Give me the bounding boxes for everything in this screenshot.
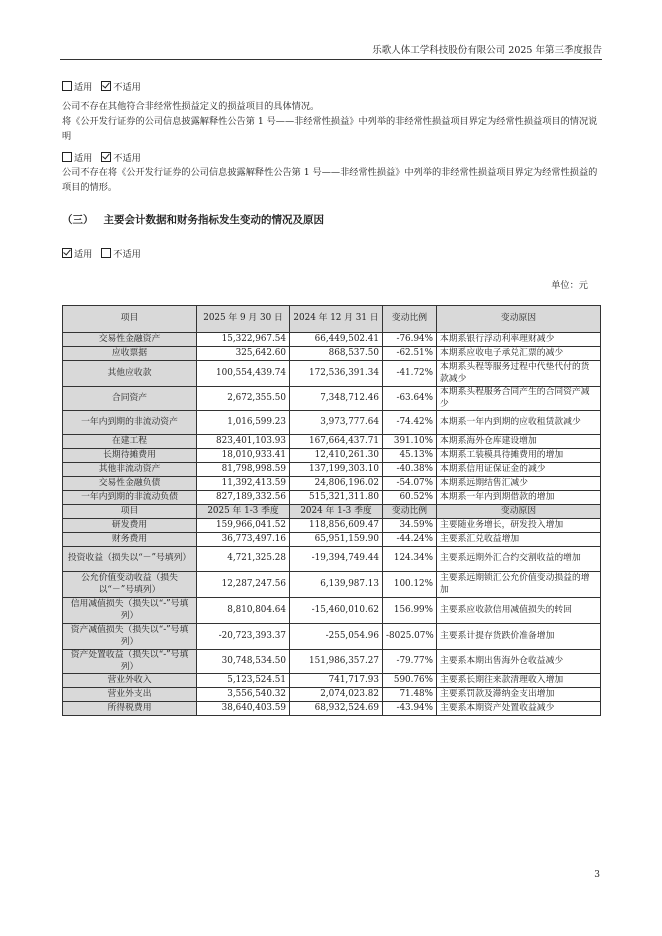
item-name-cell: 一年内到期的非流动资产	[63, 411, 197, 435]
statement-text: 公司不存在将《公开发行证券的公司信息披露解释性公告第 1 号——非经常性损益》中列举的非经常性损益项目界定为经常性损益的项目的情形。	[62, 167, 598, 193]
change-reason-cell: 本期系银行浮动利率理财减少	[437, 333, 601, 347]
change-reason-cell: 主要随业务增长，研发投入增加	[437, 519, 601, 533]
change-reason-cell: 主要系远期锁汇公允价值变动损益的增加	[437, 572, 601, 598]
change-reason-cell: 本期系头程服务合同产生的合同资产减少	[437, 387, 601, 411]
change-reason-cell: 本期系应收电子承兑汇票的减少	[437, 347, 601, 361]
prior-value-cell: 7,348,712.46	[290, 387, 383, 411]
page-number: 3	[594, 870, 600, 880]
option-label: 不适用	[113, 82, 141, 93]
change-ratio-cell: 156.99%	[383, 598, 437, 624]
change-ratio-cell: -79.77%	[383, 650, 437, 674]
item-name-cell: 在建工程	[63, 435, 197, 449]
current-value-cell: 2,672,355.50	[197, 387, 290, 411]
checkbox-checked-icon[interactable]	[101, 81, 111, 91]
change-reason-cell: 主要系远期外汇合约交割收益的增加	[437, 547, 601, 572]
change-ratio-cell: -54.07%	[383, 477, 437, 491]
current-value-cell: 823,401,103.93	[197, 435, 290, 449]
prior-value-cell: 137,199,303.10	[290, 463, 383, 477]
checkbox-group-2	[62, 150, 147, 164]
option-not-applicable[interactable]	[101, 249, 141, 260]
option-label: 适用	[74, 249, 93, 260]
change-ratio-cell: -74.42%	[383, 411, 437, 435]
prior-value-cell: 118,856,609.47	[290, 519, 383, 533]
current-value-cell: 159,966,041.52	[197, 519, 290, 533]
option-not-applicable[interactable]	[101, 153, 141, 164]
current-value-cell: 8,810,804.64	[197, 598, 290, 624]
change-ratio-cell: -8025.07%	[383, 624, 437, 650]
checkbox-unchecked-icon[interactable]	[62, 152, 72, 162]
prior-value-cell: 6,139,987.13	[290, 572, 383, 598]
column-header: 2025 年 9 月 30 日	[197, 306, 290, 333]
prior-value-cell: 65,951,159.90	[290, 533, 383, 547]
change-reason-cell: 主要系计提存货跌价准备增加	[437, 624, 601, 650]
column-header: 2025 年 1-3 季度	[197, 505, 290, 519]
option-label: 不适用	[113, 153, 141, 164]
checkbox-checked-icon[interactable]	[62, 248, 72, 258]
table-row	[63, 449, 601, 463]
current-value-cell: 3,556,540.32	[197, 688, 290, 702]
table-row	[63, 572, 601, 598]
table-row	[63, 674, 601, 688]
prior-value-cell: 868,537.50	[290, 347, 383, 361]
prior-value-cell: 66,449,502.41	[290, 333, 383, 347]
item-name-cell: 信用减值损失（损失以“-”号填列）	[63, 598, 197, 624]
change-reason-cell: 主要系本期出售海外仓收益减少	[437, 650, 601, 674]
option-label: 适用	[74, 82, 93, 93]
prior-value-cell: 12,410,261.30	[290, 449, 383, 463]
item-name-cell: 所得税费用	[63, 702, 197, 716]
change-reason-cell: 本期系工装模具待摊费用的增加	[437, 449, 601, 463]
item-name-cell: 长期待摊费用	[63, 449, 197, 463]
prior-value-cell: 151,986,357.27	[290, 650, 383, 674]
change-reason-cell: 主要系长期往来款清理收入增加	[437, 674, 601, 688]
change-ratio-cell: 124.34%	[383, 547, 437, 572]
current-value-cell: -20,723,393.37	[197, 624, 290, 650]
item-name-cell: 资产处置收益（损失以“-”号填列）	[63, 650, 197, 674]
prior-value-cell: -255,054.96	[290, 624, 383, 650]
table-row	[63, 347, 601, 361]
table-row	[63, 624, 601, 650]
table-row	[63, 477, 601, 491]
table-row	[63, 435, 601, 449]
column-header: 变动比例	[383, 505, 437, 519]
prior-value-cell: 515,321,311.80	[290, 491, 383, 505]
option-label: 适用	[74, 153, 93, 164]
change-ratio-cell: -62.51%	[383, 347, 437, 361]
current-value-cell: 5,123,524.51	[197, 674, 290, 688]
table-row	[63, 650, 601, 674]
unit-label: 单位：元	[551, 280, 588, 291]
change-reason-cell: 主要系应收款信用减值损失的转回	[437, 598, 601, 624]
table-row	[63, 333, 601, 347]
statement-text: 公司不存在其他符合非经常性损益定义的损益项目的具体情况。	[62, 101, 320, 112]
prior-value-cell: 24,806,196.02	[290, 477, 383, 491]
table-row	[63, 361, 601, 387]
option-applicable[interactable]	[62, 153, 92, 164]
prior-value-cell: 2,074,023.82	[290, 688, 383, 702]
table-row	[63, 533, 601, 547]
item-name-cell: 财务费用	[63, 533, 197, 547]
change-ratio-cell: 71.48%	[383, 688, 437, 702]
table-header-row	[63, 306, 601, 333]
column-header: 2024 年 1-3 季度	[290, 505, 383, 519]
item-name-cell: 交易性金融负债	[63, 477, 197, 491]
prior-value-cell: 68,932,524.69	[290, 702, 383, 716]
financial-change-table	[62, 305, 601, 716]
item-name-cell: 其他非流动资产	[63, 463, 197, 477]
column-header: 变动原因	[437, 505, 601, 519]
prior-value-cell: 172,536,391.34	[290, 361, 383, 387]
table-row	[63, 547, 601, 572]
checkbox-group-3	[62, 246, 147, 260]
table-row	[63, 411, 601, 435]
prior-value-cell: 741,717.93	[290, 674, 383, 688]
change-ratio-cell: 34.59%	[383, 519, 437, 533]
change-ratio-cell: -40.38%	[383, 463, 437, 477]
current-value-cell: 100,554,439.74	[197, 361, 290, 387]
change-ratio-cell: 45.13%	[383, 449, 437, 463]
current-value-cell: 18,010,933.41	[197, 449, 290, 463]
table-row	[63, 702, 601, 716]
change-reason-cell: 主要系本期资产处置收益减少	[437, 702, 601, 716]
item-name-cell: 营业外支出	[63, 688, 197, 702]
table-header-row	[63, 505, 601, 519]
change-reason-cell: 主要系汇兑收益增加	[437, 533, 601, 547]
table-row	[63, 688, 601, 702]
change-ratio-cell: -44.24%	[383, 533, 437, 547]
current-value-cell: 15,322,967.54	[197, 333, 290, 347]
table-row	[63, 463, 601, 477]
change-ratio-cell: -43.94%	[383, 702, 437, 716]
option-label: 不适用	[113, 249, 141, 260]
item-name-cell: 营业外收入	[63, 674, 197, 688]
change-reason-cell: 本期系一年内到期的应收租赁款减少	[437, 411, 601, 435]
current-value-cell: 1,016,599.23	[197, 411, 290, 435]
current-value-cell: 11,392,413.59	[197, 477, 290, 491]
change-ratio-cell: 590.76%	[383, 674, 437, 688]
option-applicable[interactable]	[62, 249, 92, 260]
change-ratio-cell: 60.52%	[383, 491, 437, 505]
page-header: 乐歌人体工学科技股份有限公司 2025 年第三季度报告	[60, 42, 602, 60]
change-ratio-cell: -63.64%	[383, 387, 437, 411]
table-row	[63, 598, 601, 624]
current-value-cell: 12,287,247.56	[197, 572, 290, 598]
current-value-cell: 36,773,497.16	[197, 533, 290, 547]
item-name-cell: 公允价值变动收益（损失以“－”号填列）	[63, 572, 197, 598]
change-reason-cell: 主要系罚款及滞纳金支出增加	[437, 688, 601, 702]
column-header: 变动比例	[383, 306, 437, 333]
checkbox-group-1	[62, 79, 147, 93]
checkbox-checked-icon[interactable]	[101, 152, 111, 162]
change-reason-cell: 本期系一年内到期借款的增加	[437, 491, 601, 505]
change-reason-cell: 本期系头程等服务过程中代垫代付的货款减少	[437, 361, 601, 387]
change-reason-cell: 本期系远期结售汇减少	[437, 477, 601, 491]
section-heading: 主要会计数据和财务指标发生变动的情况及原因	[103, 214, 324, 226]
checkbox-unchecked-icon[interactable]	[101, 248, 111, 258]
item-name-cell: 资产减值损失（损失以“-”号填列）	[63, 624, 197, 650]
item-name-cell: 交易性金融资产	[63, 333, 197, 347]
prior-value-cell: 167,664,437.71	[290, 435, 383, 449]
prior-value-cell: -15,460,010.62	[290, 598, 383, 624]
column-header: 项目	[63, 306, 197, 333]
change-reason-cell: 本期系海外仓库建设增加	[437, 435, 601, 449]
current-value-cell: 4,721,325.28	[197, 547, 290, 572]
table-row	[63, 519, 601, 533]
statement-text: 将《公开发行证券的公司信息披露解释性公告第 1 号——非经常性损益》中列举的非经常性损益项目界定为经常性损益项目的情况说明	[62, 116, 598, 142]
item-name-cell: 一年内到期的非流动负债	[63, 491, 197, 505]
section-title	[62, 212, 324, 227]
current-value-cell: 30,748,534.50	[197, 650, 290, 674]
current-value-cell: 827,189,332.56	[197, 491, 290, 505]
checkbox-unchecked-icon[interactable]	[62, 81, 72, 91]
column-header: 2024 年 12 月 31 日	[290, 306, 383, 333]
table-row	[63, 491, 601, 505]
prior-value-cell: -19,394,749.44	[290, 547, 383, 572]
change-ratio-cell: -41.72%	[383, 361, 437, 387]
change-ratio-cell: 391.10%	[383, 435, 437, 449]
option-applicable[interactable]	[62, 82, 92, 93]
current-value-cell: 38,640,403.59	[197, 702, 290, 716]
item-name-cell: 应收票据	[63, 347, 197, 361]
item-name-cell: 合同资产	[63, 387, 197, 411]
option-not-applicable[interactable]	[101, 82, 141, 93]
table-row	[63, 387, 601, 411]
change-ratio-cell: -76.94%	[383, 333, 437, 347]
section-number: （三）	[62, 214, 94, 226]
current-value-cell: 325,642.60	[197, 347, 290, 361]
change-ratio-cell: 100.12%	[383, 572, 437, 598]
change-reason-cell: 本期系信用证保证金的减少	[437, 463, 601, 477]
item-name-cell: 其他应收款	[63, 361, 197, 387]
prior-value-cell: 3,973,777.64	[290, 411, 383, 435]
column-header: 项目	[63, 505, 197, 519]
current-value-cell: 81,798,998.59	[197, 463, 290, 477]
item-name-cell: 投资收益（损失以“－”号填列）	[63, 547, 197, 572]
item-name-cell: 研发费用	[63, 519, 197, 533]
column-header: 变动原因	[437, 306, 601, 333]
